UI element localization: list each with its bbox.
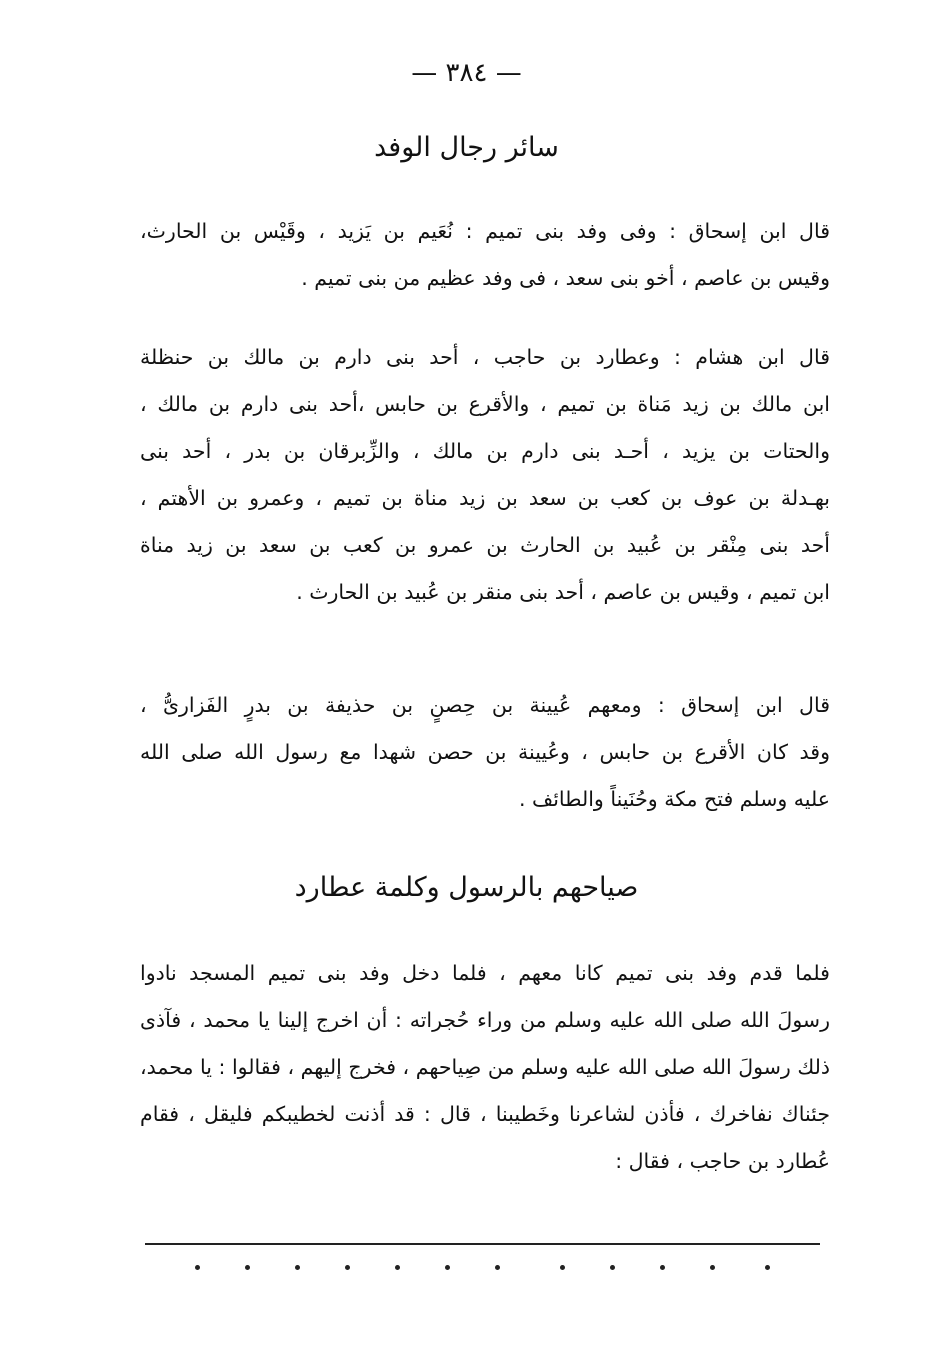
text-line: عُطارد بن حاجب ، فقال : xyxy=(615,1149,830,1173)
text-line: وقيس بن عاصم ، أخو بنى سعد ، فى وفد عظيم من بنى تميم . xyxy=(301,266,830,290)
ornament-dot xyxy=(660,1265,665,1270)
text-line: قال ابن هشام : وعطارد بن حاجب ، أحد بنى دارم بن مالك بن حنظلة xyxy=(140,345,830,369)
text-line: قال ابن إسحاق : وفى وفد بنى تميم : نُعَيم بن يَزيد ، وقَيْس بن الحارث، xyxy=(140,219,830,243)
page-number: — ٣٨٤ — xyxy=(411,58,522,88)
ornament-dot xyxy=(610,1265,615,1270)
text-line: والحتات بن يزيد ، أحـد بنى دارم بن مالك ، والزِّبرقان بن بدر ، أحد بنى xyxy=(140,439,830,463)
text-line: رسولَ الله صلى الله عليه وسلم من وراء حُجراته : أن اخرج إلينا يا محمد ، فآذى xyxy=(140,1008,830,1032)
text-line: أحد بنى مِنْقر بن عُبيد بن الحارث بن عمرو بن كعب بن سعد بن زيد مناة xyxy=(140,533,830,557)
section-heading-1: سائر رجال الوفد xyxy=(374,132,559,163)
ornament-dot xyxy=(495,1265,500,1270)
paragraph-2 xyxy=(140,334,830,616)
ornament-dot xyxy=(560,1265,565,1270)
ornament-dot xyxy=(445,1265,450,1270)
paragraph-1 xyxy=(140,208,830,302)
text-line: جئناك نفاخرك ، فأذن لشاعرنا وخَطيبنا ، قال : قد أذنت لخطيبكم فليقل ، فقام xyxy=(140,1102,830,1126)
ornament-dot xyxy=(195,1265,200,1270)
paragraph-4 xyxy=(140,950,830,1185)
section-heading-2: صياحهم بالرسول وكلمة عطارد xyxy=(294,872,639,903)
text-line: بهـدلة بن عوف بن كعب بن سعد بن زيد مناة بن تميم ، وعمرو بن الأهتم ، xyxy=(140,486,830,510)
text-line: ذلك رسولَ الله صلى الله عليه وسلم من صِياحهم ، فخرج إليهم ، فقالوا : يا محمد، xyxy=(140,1055,830,1079)
ornament-dot xyxy=(395,1265,400,1270)
text-line: فلما قدم وفد بنى تميم كانا معهم ، فلما دخل وفد بنى تميم المسجد نادوا xyxy=(140,961,830,985)
ornament-dot xyxy=(345,1265,350,1270)
ornament-dots xyxy=(170,1265,790,1279)
text-line: وقد كان الأقرع بن حابس ، وعُيينة بن حصن شهدا مع رسول الله صلى الله xyxy=(140,740,830,764)
ornament-dot xyxy=(765,1265,770,1270)
ornament-dot xyxy=(245,1265,250,1270)
paragraph-3 xyxy=(140,682,830,823)
text-line: قال ابن إسحاق : ومعهم عُيينة بن حِصنٍ بن حذيفة بن بدرٍ الفَزارىُّ ، xyxy=(140,693,830,717)
text-line: ابن تميم ، وقيس بن عاصم ، أحد بنى منقر بن عُبيد بن الحارث . xyxy=(296,580,830,604)
text-line: ابن مالك بن زيد مَناة بن تميم ، والأقرع بن حابس ،أحد بنى دارم بن مالك ، xyxy=(140,392,830,416)
ornament-dot xyxy=(295,1265,300,1270)
bottom-divider xyxy=(145,1243,820,1245)
text-line: عليه وسلم فتح مكة وحُنَيناً والطائف . xyxy=(518,787,830,811)
ornament-dot xyxy=(710,1265,715,1270)
